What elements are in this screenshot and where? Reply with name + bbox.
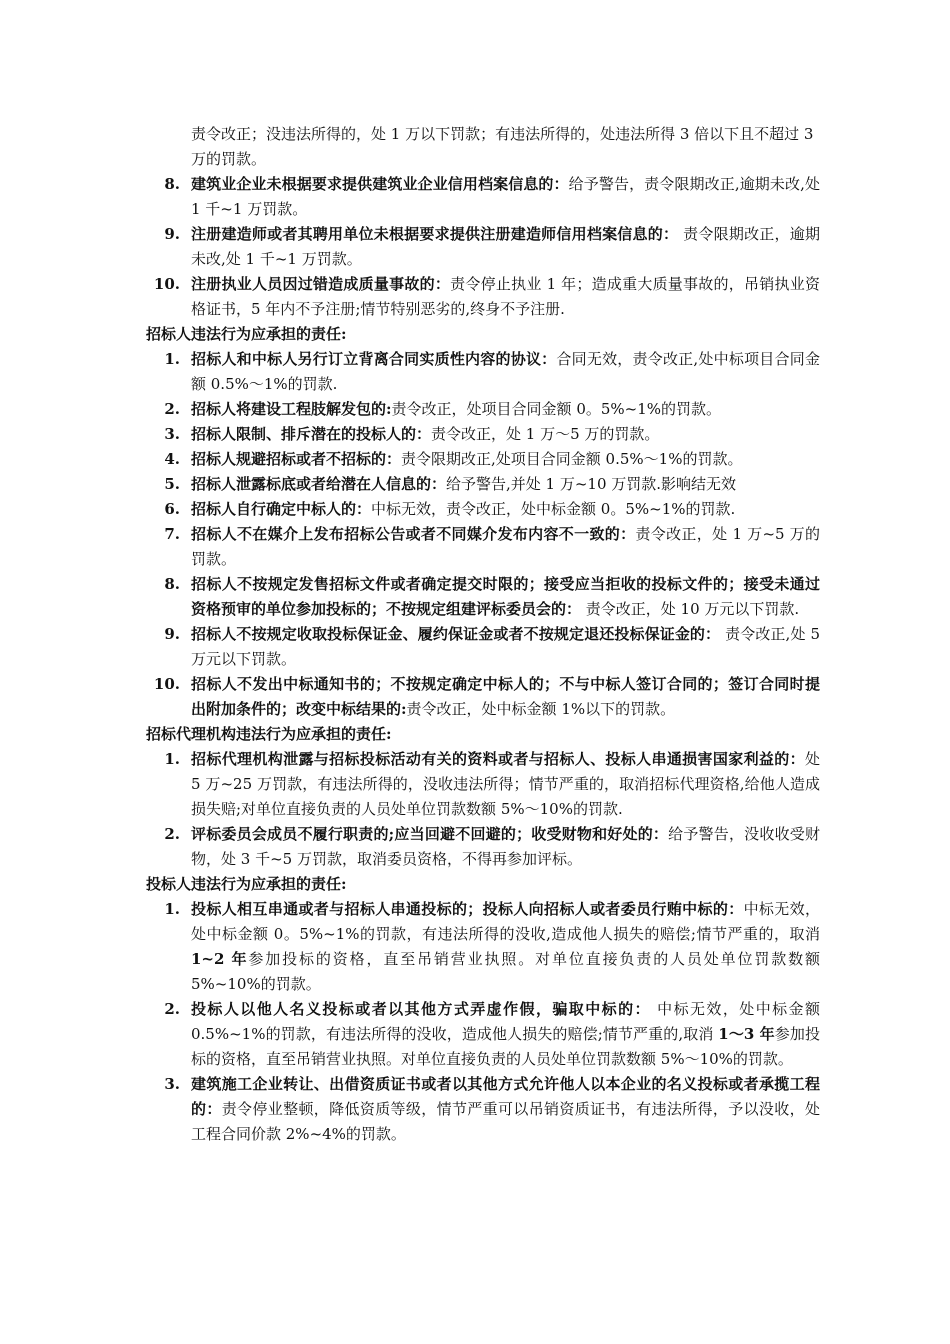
tenderer-penalty-list — [146, 347, 820, 722]
list-item: 6. 招标人自行确定中标人的：中标无效，责令改正，处中标金额 0。5%~1%的罚款. — [164, 500, 736, 518]
list-item: 1. 投标人相互串通或者与招标人串通投标的；投标人向招标人或者委员行贿中标的：中标无效，处中标金额 0。5%~1%的罚款，有违法所得的没收,造成他人损失的赔偿;情节严重的，取消 1~2 年参加投标的资格，直至吊销营业执照。对单位直接负责的人员处单位罚款数额 5%~10%的罚款。 — [164, 900, 820, 993]
section-title-tenderer: 招标人违法行为应承担的责任: — [146, 325, 347, 343]
section-title-bidder: 投标人违法行为应承担的责任: — [146, 875, 347, 893]
list-item: 8. 招标人不按规定发售招标文件或者确定提交时限的；接受应当拒收的投标文件的；接受未通过资格预审的单位参加投标的；不按规定组建评标委员会的： 责令改正，处 10 万元以下罚款. — [164, 575, 820, 618]
list-item: 1. 招标人和中标人另行订立背离合同实质性内容的协议：合同无效，责令改正,处中标项目合同金额 0.5%～1%的罚款. — [164, 350, 820, 393]
list-item: 5. 招标人泄露标底或者给潜在人信息的：给予警告,并处 1 万~10 万罚款.影响结无效 — [164, 475, 737, 493]
list-item: 7. 招标人不在媒介上发布招标公告或者不同媒介发布内容不一致的：责令改正，处 1 万~5 万的罚款。 — [164, 525, 820, 568]
penalty-list-continued — [146, 172, 820, 322]
list-item: 4. 招标人规避招标或者不招标的：责令限期改正,处项目合同金额 0.5%～1%的罚款。 — [164, 450, 743, 468]
list-item: 9. 注册建造师或者其聘用单位未根据要求提供注册建造师信用档案信息的： 责令限期改正，逾期未改,处 1 千~1 万罚款。 — [164, 225, 820, 268]
list-item: 3. 招标人限制、排斥潜在的投标人的：责令改正，处 1 万～5 万的罚款。 — [164, 425, 660, 443]
list-item: 10. 招标人不发出中标通知书的；不按规定确定中标人的；不与中标人签订合同的；签订合同时提出附加条件的；改变中标结果的:责令改正，处中标金额 1%以下的罚款。 — [153, 675, 820, 718]
list-item: 2. 投标人以他人名义投标或者以其他方式弄虚作假，骗取中标的： 中标无效，处中标金额 0.5%~1%的罚款，有违法所得的没收，造成他人损失的赔偿;情节严重的,取消 1～3 年参加投标的资格，直至吊销营业执照。对单位直接负责的人员处单位罚款数额 5%～10%的罚款。 — [164, 1000, 820, 1068]
list-item: 2. 招标人将建设工程肢解发包的:责令改正，处项目合同金额 0。5%~1%的罚款。 — [164, 400, 722, 418]
list-item: 1. 招标代理机构泄露与招标投标活动有关的资料或者与招标人、投标人串通损害国家利益的：处 5 万~25 万罚款，有违法所得的，没收违法所得；情节严重的，取消招标代理资格,给他人造成损失赔;对单位直接负责的人员处单位罚款数额 5%～10%的罚款. — [164, 750, 820, 818]
list-item: 9. 招标人不按规定收取投标保证金、履约保证金或者不按规定退还投标保证金的： 责令改正,处 5 万元以下罚款。 — [164, 625, 820, 668]
continuation-text: 责令改正；没违法所得的，处 1 万以下罚款；有违法所得的，处违法所得 3 倍以下且不超过 3 万的罚款。 — [191, 125, 814, 168]
list-item: 2. 评标委员会成员不履行职责的;应当回避不回避的；收受财物和好处的：给予警告，没收收受财物，处 3 千~5 万罚款，取消委员资格，不得再参加评标。 — [164, 825, 820, 868]
section-title-agency: 招标代理机构违法行为应承担的责任: — [146, 725, 392, 743]
agency-penalty-list — [146, 747, 820, 872]
list-item: 10. 注册执业人员因过错造成质量事故的：责令停止执业 1 年；造成重大质量事故的，吊销执业资格证书，5 年内不予注册;情节特别恶劣的,终身不予注册. — [153, 275, 820, 318]
list-item: 3. 建筑施工企业转让、出借资质证书或者以其他方式允许他人以本企业的名义投标或者承揽工程的：责令停业整顿，降低资质等级，情节严重可以吊销资质证书，有违法所得，予以没收，处工程合同价款 2%~4%的罚款。 — [164, 1075, 820, 1143]
list-item: 8. 建筑业企业未根据要求提供建筑业企业信用档案信息的：给予警告，责令限期改正,逾期未改,处 1 千~1 万罚款。 — [164, 175, 820, 218]
bidder-penalty-list — [146, 897, 820, 1147]
